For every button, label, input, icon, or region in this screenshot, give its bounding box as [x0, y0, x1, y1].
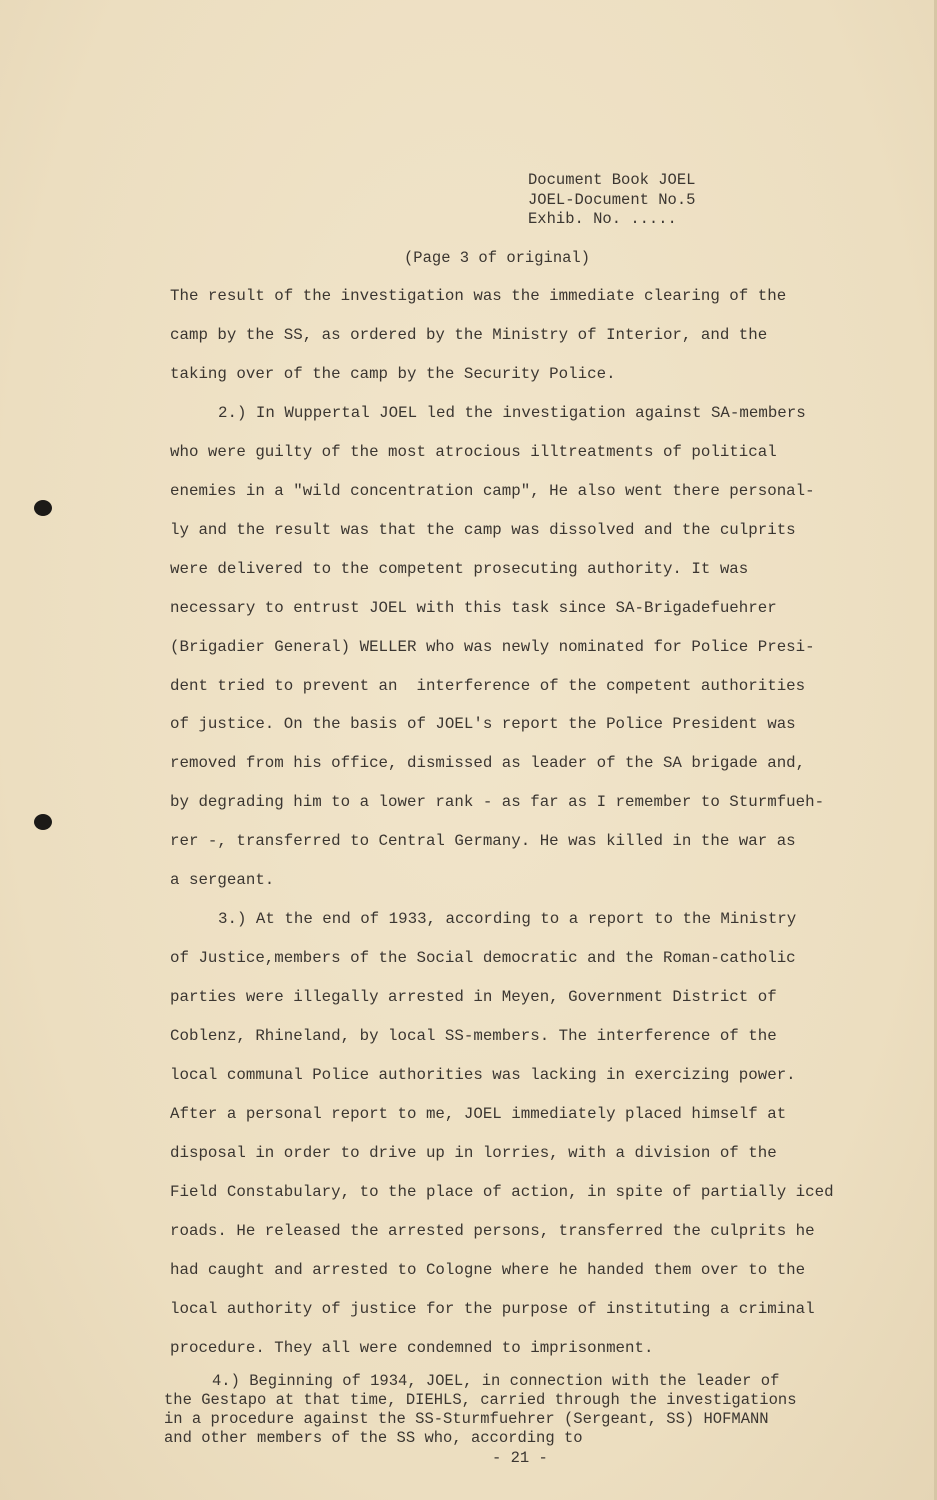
text-line: local authority of justice for the purpose of instituting a criminal [170, 1299, 815, 1318]
page-reference: (Page 3 of original) [404, 249, 591, 267]
text-line: Field Constabulary, to the place of action, in spite of partially iced [170, 1182, 834, 1201]
page-number: - 21 - [492, 1449, 548, 1467]
text-line: who were guilty of the most atrocious illtreatments of political [170, 442, 777, 461]
text-line: the Gestapo at that time, DIEHLS, carried through the investigations [164, 1391, 797, 1409]
text-line: by degrading him to a lower rank - as far as I remember to Sturmfueh- [170, 793, 825, 812]
single-spaced-paragraph [164, 1372, 797, 1448]
text-line: roads. He released the arrested persons, transferred the culprits he [170, 1221, 815, 1240]
text-line: were delivered to the competent prosecuting authority. It was [170, 559, 749, 578]
punch-hole [34, 500, 52, 516]
text-line: dent tried to prevent an interference of the competent authorities [170, 676, 806, 695]
text-line: had caught and arrested to Cologne where he handed them over to the [170, 1260, 806, 1279]
text-line: and other members of the SS who, according to [164, 1429, 583, 1447]
header-line: Exhib. No. ..... [528, 210, 677, 228]
text-line: taking over of the camp by the Security Police. [170, 364, 616, 383]
header-line: Document Book JOEL [528, 171, 696, 189]
text-line: parties were illegally arrested in Meyen, Government District of [170, 988, 777, 1007]
text-line: necessary to entrust JOEL with this task since SA-Brigadefuehrer [170, 598, 777, 617]
text-line: 4.) Beginning of 1934, JOEL, in connection with the leader of [212, 1372, 780, 1390]
text-line: local communal Police authorities was lacking in exercizing power. [170, 1066, 796, 1085]
text-line: ly and the result was that the camp was dissolved and the culprits [170, 520, 796, 539]
text-line: 3.) At the end of 1933, according to a report to the Ministry [218, 910, 797, 929]
text-line: The result of the investigation was the immediate clearing of the [170, 287, 787, 305]
punch-hole [34, 814, 52, 830]
text-line: in a procedure against the SS-Sturmfuehrer (Sergeant, SS) HOFMANN [164, 1410, 769, 1428]
text-line: (Brigadier General) WELLER who was newly nominated for Police Presi- [170, 637, 815, 656]
text-line: removed from his office, dismissed as leader of the SA brigade and, [170, 754, 806, 773]
text-line: 2.) In Wuppertal JOEL led the investigation against SA-members [218, 403, 806, 422]
text-line: enemies in a "wild concentration camp", He also went there personal- [170, 481, 815, 500]
text-line: After a personal report to me, JOEL immediately placed himself at [170, 1105, 787, 1124]
text-line: procedure. They all were condemned to imprisonment. [170, 1338, 654, 1357]
text-line: camp by the SS, as ordered by the Ministry of Interior, and the [170, 325, 768, 344]
text-line: a sergeant. [170, 871, 275, 890]
text-line: of Justice,members of the Social democratic and the Roman-catholic [170, 949, 796, 968]
text-line: disposal in order to drive up in lorries, with a division of the [170, 1143, 777, 1162]
document-header [528, 171, 695, 230]
text-line: of justice. On the basis of JOEL's report the Police President was [170, 715, 796, 734]
document-body [170, 277, 834, 1368]
text-line: rer -, transferred to Central Germany. He was killed in the war as [170, 832, 796, 851]
text-line: Coblenz, Rhineland, by local SS-members. The interference of the [170, 1027, 777, 1046]
header-line: JOEL-Document No.5 [528, 190, 696, 209]
